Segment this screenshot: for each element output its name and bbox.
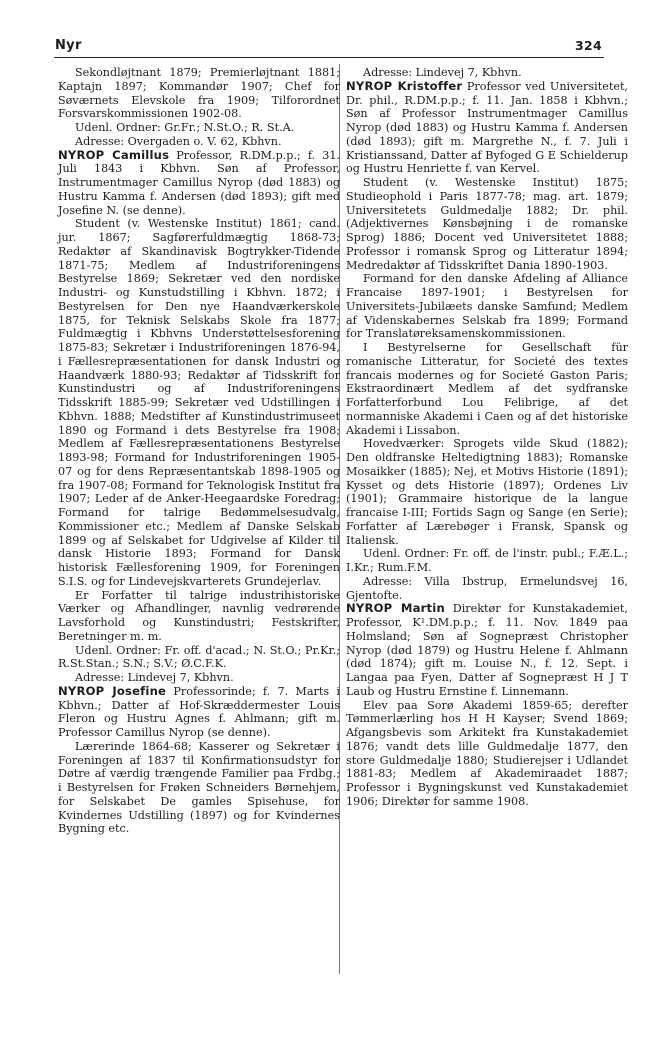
running-head-word: Nyr bbox=[55, 38, 82, 53]
entry-paragraph: Student (v. Westenske Institut) 1875; Studieophold i Paris 1877-78; mag. art. 1879; Universitetets Guldmedalje 1882; Dr. phil. (Adjektivernes Kønsbøjning i de romanske Sprog) 1886; Docent ved Universitetet 1888; Professor i romansk Sprog og Litteratur 1894; Medredaktør af Tidsskriftet Dania 1890-1903. bbox=[346, 176, 628, 272]
entry-name: NYROP Camillus bbox=[58, 147, 170, 162]
entry-martin bbox=[346, 602, 628, 698]
entry-paragraph: Hovedværker: Sprogets vilde Skud (1882); Den oldfranske Heltedigtning 1883); Romanske Mosaikker (1885); Nej, et Motivs Historie (1891); Kysset og dets Historie (1897); Ordenes Liv (1901); Grammaire historique de la langue francaise I-III; Fortids Sagn og Sange (en Serie); Forfatter af Lærebøger i Fransk, Spansk og Italiensk. bbox=[346, 437, 628, 547]
entry-name: NYROP Martin bbox=[346, 601, 445, 616]
continued-entry-address: Adresse: Overgaden o. V. 62, Kbhvn. bbox=[75, 134, 282, 148]
entry-paragraph: Formand for den danske Afdeling af Alliance Francaise 1897-1901; i Bestyrelsen for Universitets-Jubilæets danske Samfund; Medlem af Videnskabernes Selskab fra 1899; Formand for Translatøreksamenskommissionen. bbox=[346, 272, 628, 341]
entry-name: NYROP Kristoffer bbox=[346, 78, 463, 93]
entry-paragraph: Udenl. Ordner: Fr. off. d'acad.; N. St.O.; Pr.Kr.; R.St.Stan.; S.N.; S.V.; Ø.C.F.K. bbox=[58, 643, 340, 671]
entry-camillus bbox=[58, 149, 340, 218]
page-number: 324 bbox=[575, 38, 602, 53]
right-column bbox=[346, 66, 628, 809]
entry-intro: Professor, R.DM.p.p.; f. 31. Juli 1843 i Kbhvn. Søn af Professor, Instrumentmager Camillus Nyrop (død 1883) og Hustru Kamma f. Andersen (død 1893); gift med Josefine N. (se denne). bbox=[58, 148, 340, 217]
continued-entry-career: Sekondløjtnant 1879; Premierløjtnant 1881; Kaptajn 1897; Kommandør 1907; Chef for Søværnets Elevskole fra 1909; Tilforordnet Forsvarskommissionen 1902-08. bbox=[58, 66, 340, 121]
entry-paragraph: Er Forfatter til talrige industrihistoriske Værker og Afhandlinger, navnlig vedrørende Lavsforhold og Kunstindustri; Festskrifter, Beretninger m. m. bbox=[58, 588, 340, 643]
entry-intro: Professor ved Universitetet, Dr. phil., R.DM.p.p.; f. 11. Jan. 1858 i Kbhvn.; Søn af Professor Instrumentmager Camillus Nyrop (død 1883) og Hustru Kamma f. Andersen (død 1893); gift m. Margrethe N., f. 7. Juli i Kristianssand, Datter af Byfoged G E Schielderup og Hustru Henriette f. van Kervel. bbox=[346, 79, 628, 176]
entry-josefine bbox=[58, 685, 340, 740]
entry-paragraph: Lærerinde 1864-68; Kasserer og Sekretær i Foreningen af 1837 til Konfirmationsudstyr for Døtre af værdig trængende Familier paa Frdbg.; i Bestyrelsen for Frøken Schneiders Børnehjem, for Selskabet De gamles Spisehuse, for Kvindernes Udstilling (1897) og for Kvindernes Bygning etc. bbox=[58, 739, 340, 836]
entry-paragraph: Elev paa Sorø Akademi 1859-65; derefter Tømmerlærling hos H H Kayser; Svend 1869; Afgangsbevis som Arkitekt fra Kunstakademiet 1876; vandt dets lille Guldmedalje 1877, den store Guldmedalje 1880; Studierejser i Udlandet 1881-83; Medlem af Akademiraadet 1887; Professor i Bygningskunst ved Kunstakademiet 1906; Direktør for samme 1908. bbox=[346, 698, 628, 808]
entry-paragraph: Adresse: Villa Ibstrup, Ermelundsvej 16, Gjentofte. bbox=[346, 574, 628, 602]
entry-intro: Professorinde; f. 7. Marts i Kbhvn.; Datter af Hof-Skræddermester Louis Fleron og Hustru Agnes f. Ahlmann; gift m. Professor Camillus Nyrop (se denne). bbox=[58, 684, 340, 739]
left-column bbox=[58, 66, 340, 836]
entry-intro: Direktør for Kunstakademiet, Professor, K¹.DM.p.p.; f. 11. Nov. 1849 paa Holmsland; Søn af Sognepræst Christopher Nyrop (død 1879) og Hustru Helene f. Ahlmann (død 1874); gift m. Louise N., f. 12. Sept. i Langaa paa Fyen, Datter af Sognepræst H J T Laub og Hustru Ernstine f. Linnemann. bbox=[346, 602, 628, 698]
entry-paragraph: Udenl. Ordner: Fr. off. de l'instr. publ.; F.Æ.L.; I.Kr.; Rum.F.M. bbox=[346, 547, 628, 574]
entry-paragraph: Adresse: Lindevej 7, Kbhvn. bbox=[363, 66, 522, 79]
entry-kristoffer bbox=[346, 80, 628, 176]
entry-paragraph: Student (v. Westenske Institut) 1861; cand. jur. 1867; Sagførerfuldmægtig 1868-73; Redaktør af Skandinavisk Bogtrykker-Tidende 1871-75; Medlem af Industriforeningens Bestyrelse 1869; Sekretær ved den nordiske Industri- og Kunstudstilling i Kbhvn. 1872; i Bestyrelsen for Den nye Haandværkerskole 1875, for Teknisk Selskabs Skole fra 1877; Fuldmægtig i Kbhvns Understøttelsesforening 1875-83; Sekretær i Industriforeningen 1876-94, i Fællesrepræsentationen for dansk Industri og Haandværk 1880-93; Redaktør af Tidsskrift for Kunstindustri og af Industriforeningens Tidsskrift 1885-99; Sekretær ved Udstillingen i Kbhvn. 1888; Medstifter af Kunstindustrimuseet 1890 og Formand i dets Bestyrelse fra 1908; Medlem af Fællesrepræsentationens Bestyrelse 1893-98; Formand for Industriforeningen 1905-07 og for dens Repræsentantskab 1898-1905 og fra 1907-08; Formand for Teknologisk Institut fra 1907; Leder af de Anker-Heegaardske Foredrag; Formand for talrige Bedømmelsesudvalg, Kommissioner etc.; Medlem af Danske Selskab 1899 og af Selskabet for Udgivelse af Kilder til dansk Historie 1893; Formand for Dansk historisk Fællesforening 1909, for Foreningen S.I.S. og for Lindevejskvarterets Grundejerlav. bbox=[58, 217, 340, 588]
continued-entry-orders: Udenl. Ordner: Gr.Fr.; N.St.O.; R. St.A. bbox=[75, 121, 295, 134]
running-header bbox=[54, 40, 604, 58]
entry-name: NYROP Josefine bbox=[58, 683, 167, 698]
entry-paragraph: Adresse: Lindevej 7, Kbhvn. bbox=[75, 671, 234, 684]
entry-paragraph: I Bestyrelserne for Gesellschaft für romanische Litteratur, for Societé des textes francais modernes og for Societé Gaston Paris; Ekstraordinært Medlem af det sydfranske Forfatterforbund Lou Felibrige, af det normanniske Akademi i Caen og af det historiske Akademi i Lissabon. bbox=[346, 341, 628, 437]
